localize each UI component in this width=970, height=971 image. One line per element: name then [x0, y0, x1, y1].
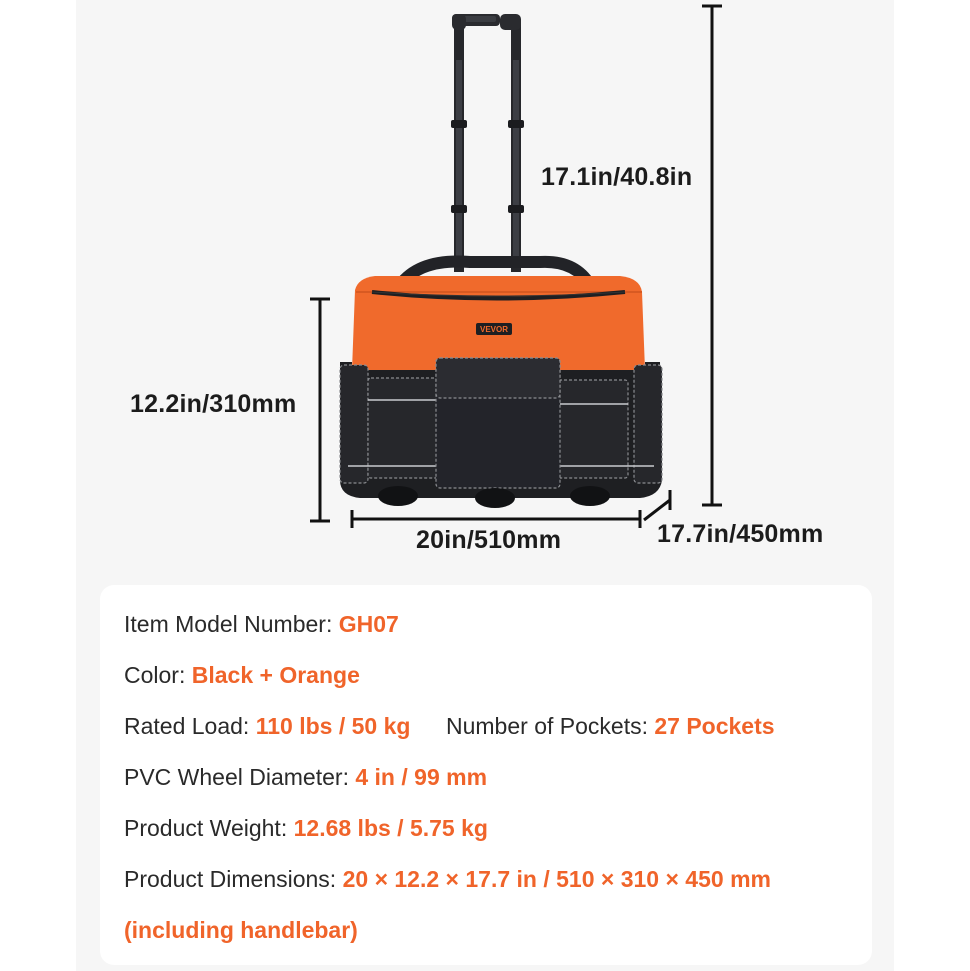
spec-note-value: (including handlebar) — [124, 917, 358, 943]
front-pocket — [436, 358, 560, 488]
spec-dimensions-value: 20 × 12.2 × 17.7 in / 510 × 310 × 450 mm — [342, 866, 771, 892]
vevor-logo — [476, 323, 512, 335]
spec-dimensions-key: Product Dimensions: — [124, 866, 343, 892]
spec-wheel-value: 4 in / 99 mm — [355, 764, 488, 790]
spec-model-key: Item Model Number: — [124, 611, 339, 637]
trolley-handle — [451, 14, 524, 272]
svg-text:VEVOR: VEVOR — [479, 325, 509, 334]
spec-dimensions — [124, 866, 771, 893]
spec-color — [124, 662, 360, 689]
spec-load — [124, 713, 410, 740]
spec-card — [100, 585, 872, 965]
spec-pockets-value: 27 Pockets — [654, 713, 775, 739]
body-height-label: 12.2in/310mm — [130, 390, 297, 418]
spec-color-value: Black + Orange — [191, 662, 360, 688]
width-label: 20in/510mm — [416, 526, 562, 554]
spec-pockets — [446, 713, 775, 740]
spec-dimensions-note — [124, 917, 358, 944]
spec-load-value: 110 lbs / 50 kg — [255, 713, 411, 739]
handle-height-label: 17.1in/40.8in — [541, 163, 693, 191]
height-dimension-line — [702, 6, 722, 505]
wheels — [378, 486, 610, 508]
spec-model — [124, 611, 399, 638]
spec-load-key: Rated Load: — [124, 713, 256, 739]
spec-pockets-key: Number of Pockets: — [446, 713, 655, 739]
spec-weight-value: 12.68 lbs / 5.75 kg — [293, 815, 488, 841]
spec-wheel — [124, 764, 487, 791]
depth-label: 17.7in/450mm — [657, 520, 824, 548]
spec-weight-key: Product Weight: — [124, 815, 294, 841]
body-height-dimension-line — [310, 299, 330, 521]
spec-wheel-key: PVC Wheel Diameter: — [124, 764, 356, 790]
spec-weight — [124, 815, 488, 842]
spec-color-key: Color: — [124, 662, 192, 688]
spec-model-value: GH07 — [338, 611, 399, 637]
